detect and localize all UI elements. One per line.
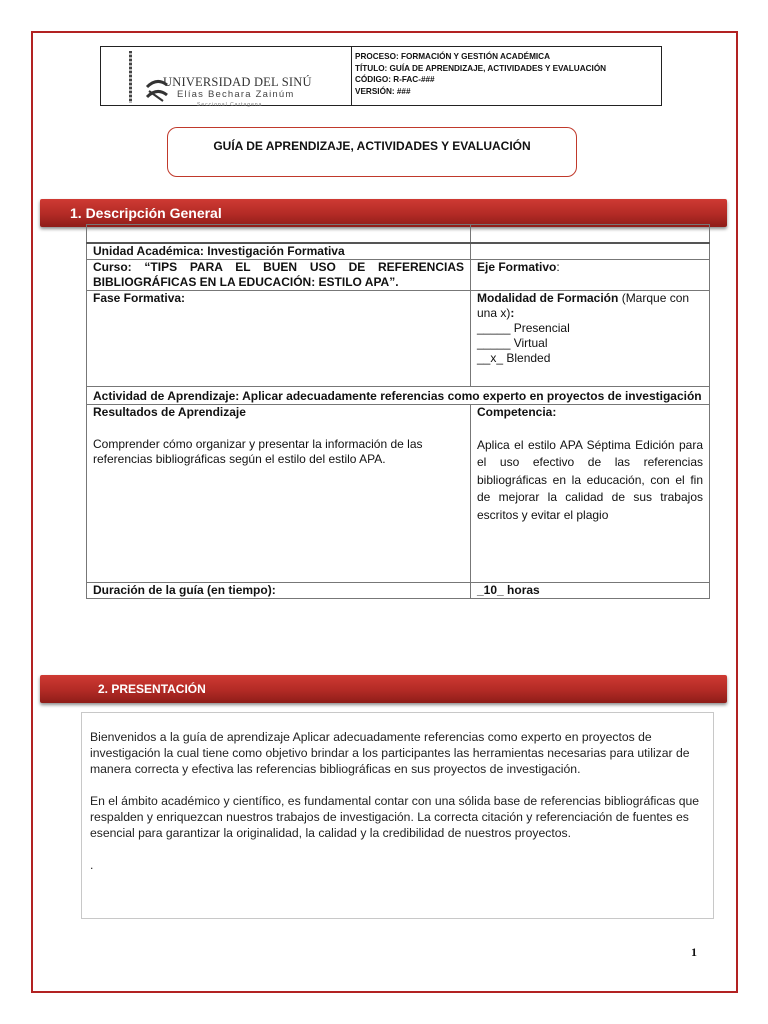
logo-stalk-icon: [129, 51, 132, 103]
document-metadata: [352, 47, 661, 105]
competencia-label: Competencia:: [477, 404, 557, 419]
university-logo: [101, 47, 352, 108]
university-name: UNIVERSIDAD DEL SINÚ: [163, 75, 312, 89]
presentacion-box: [81, 712, 714, 919]
table-row: [87, 243, 710, 260]
general-description-table: [86, 224, 710, 599]
duracion-label: Duración de la guía (en tiempo):: [87, 582, 471, 598]
eje-formativo-suffix: :: [556, 259, 560, 274]
section-1-heading: 1. Descripción General: [40, 199, 727, 227]
page-number: 1: [691, 945, 697, 959]
table-row: [87, 290, 710, 386]
modalidad-colon: :: [510, 305, 515, 320]
meta-codigo: CÓDIGO: R-FAC-###: [355, 75, 435, 84]
university-tagline: Seccional Cartagena: [197, 102, 263, 108]
university-subtitle: Elías Bechara Zainúm: [177, 89, 295, 100]
table-row: [87, 404, 710, 582]
table-row: [87, 582, 710, 598]
table-row: [87, 225, 710, 243]
modalidad-option-presencial: _____ Presencial: [477, 320, 570, 335]
resultados-text: Comprender cómo organizar y presentar la información de las referencias bibliográficas según el estilo del estilo APA.: [93, 436, 423, 466]
table-row: [87, 386, 710, 404]
meta-titulo: TÍTULO: GUÍA DE APRENDIZAJE, ACTIVIDADES Y EVALUACIÓN: [355, 63, 607, 73]
resultados-label: Resultados de Aprendizaje: [93, 404, 246, 419]
modalidad-option-blended: __x_ Blended: [477, 350, 551, 365]
modalidad-formacion: [471, 290, 710, 386]
competencia-text: Aplica el estilo APA Séptima Edición para el uso efectivo de las referencias bibliográficas en la educación, con el fin de mejorar la calidad de sus trabajos escritos y evitar el plagio: [477, 437, 703, 522]
presentacion-trailing: .: [90, 858, 94, 872]
presentacion-paragraph-2: En el ámbito académico y científico, es fundamental contar con una sólida base de referencias bibliográficas que respalden y enriquezcan nuestros trabajos de investigación. La correcta citación y referenciación de fuentes es esencial para garantizar la originalidad, la calidad y la credibilidad de nuestros proyectos.: [90, 794, 700, 840]
document-header: [100, 46, 662, 106]
table-row: [87, 259, 710, 290]
competencia: [471, 404, 710, 582]
curso-name: Curso: “TIPS PARA EL BUEN USO DE REFERENCIAS BIBLIOGRÁFICAS EN LA EDUCACIÓN: ESTILO APA”.: [87, 259, 471, 290]
section-2-heading: 2. PRESENTACIÓN: [40, 675, 727, 703]
modalidad-hint: (Marque con una x): [477, 290, 690, 320]
unidad-academica: Unidad Académica: Investigación Formativa: [87, 243, 471, 260]
modalidad-option-virtual: _____ Virtual: [477, 335, 548, 350]
duracion-value: _10_ horas: [471, 582, 710, 598]
meta-proceso: PROCESO: FORMACIÓN Y GESTIÓN ACADÉMICA: [355, 52, 550, 61]
modalidad-label: Modalidad de Formación: [477, 290, 619, 305]
actividad-aprendizaje: Actividad de Aprendizaje: Aplicar adecuadamente referencias como experto en proyectos de investigación: [87, 386, 710, 404]
fase-formativa: Fase Formativa:: [87, 290, 471, 386]
meta-version: VERSIÓN: ###: [355, 86, 411, 96]
eje-formativo: [471, 259, 710, 290]
resultados-aprendizaje: [87, 404, 471, 582]
presentacion-paragraph-1: Bienvenidos a la guía de aprendizaje Aplicar adecuadamente referencias como experto en proyectos de investigación la cual tiene como objetivo brindar a los participantes las herramientas necesarias para utilizar de manera correcta y efectiva las referencias bibliográficas en sus proyectos de investigación.: [90, 730, 690, 776]
eje-formativo-label: Eje Formativo: [477, 259, 557, 274]
document-title: GUÍA DE APRENDIZAJE, ACTIVIDADES Y EVALUACIÓN: [167, 127, 577, 177]
